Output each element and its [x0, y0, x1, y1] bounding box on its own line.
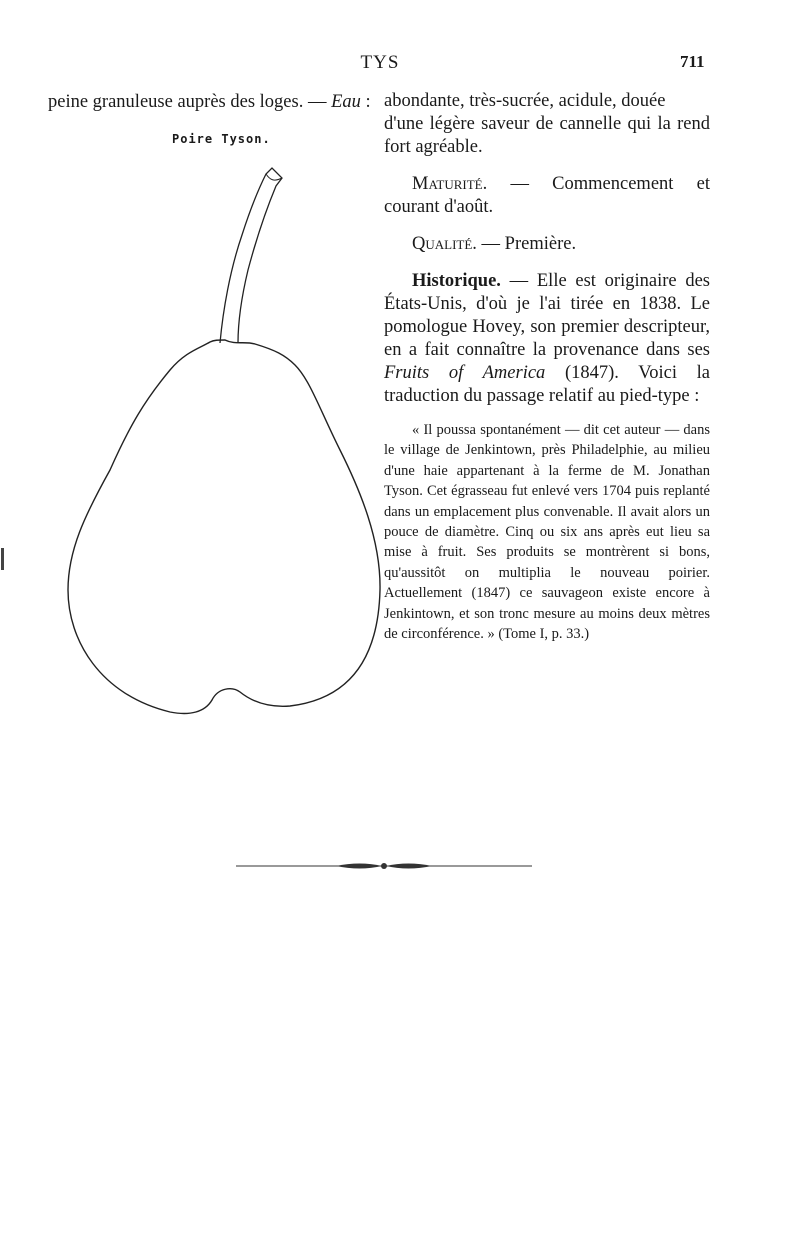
pear-illustration [60, 160, 390, 720]
intro-text: peine granuleuse auprès des loges. — [48, 92, 332, 112]
historique-text-a: — Elle est originaire des États-Unis, d'où je l'ai tirée en 1838. Le pomologue Hovey, son premier descripteur, en a fait connaître la provenance dans ses [384, 271, 710, 360]
maturite-paragraph [384, 173, 710, 219]
historique-text-b: (1847). Voici la traduction du passage relatif au pied-type : [384, 363, 710, 406]
desc-line-2: d'une légère saveur de cannelle qui la rend fort agréable. [384, 114, 710, 157]
qualite-label: Qualité. [412, 234, 477, 254]
page-number: 711 [680, 52, 705, 71]
qualite-text: — Première. [476, 234, 577, 254]
maturite-text: — Commencement et courant d'août. [384, 174, 710, 217]
figure-caption: Poire Tyson. [172, 132, 271, 146]
page-title: TYS [360, 52, 400, 73]
historique-paragraph [384, 270, 710, 408]
desc-line-1: abondante, très-sucrée, acidule, douée [384, 91, 666, 111]
quote-paragraph: « Il poussa spontanément — dit cet auteur — dans le village de Jenkintown, près Philadelphie, au milieu d'une haie appartenant à la ferme de M. Jonathan Tyson. Cet égrasseau fut enlevé vers 1704 puis replanté dans un emplacement plus convenable. Il avait alors un pouce de diamètre. Cinq ou six ans après eut lieu sa mise à fruit. Ses produits se montrèrent si bons, qu'aussitôt on multiplia le nouveau poirier. Actuellement (1847) ce sauvageon existe encore à Jenkintown, et son tronc mesure au moins deux mètres de circonférence. » (Tome I, p. 33.) [384, 422, 710, 643]
intro-line [48, 90, 371, 114]
historique-italic: Fruits of America [384, 363, 546, 383]
historique-label: Historique. [412, 271, 501, 291]
intro-italic: Eau [331, 92, 361, 112]
pear-body [68, 340, 380, 714]
qualite-paragraph [384, 233, 710, 256]
intro-tail: : [360, 92, 371, 112]
maturite-label: Maturité. [412, 174, 488, 194]
right-column [384, 90, 710, 644]
pear-stem [220, 168, 282, 343]
margin-mark [1, 548, 4, 570]
ornament-divider [236, 856, 532, 876]
